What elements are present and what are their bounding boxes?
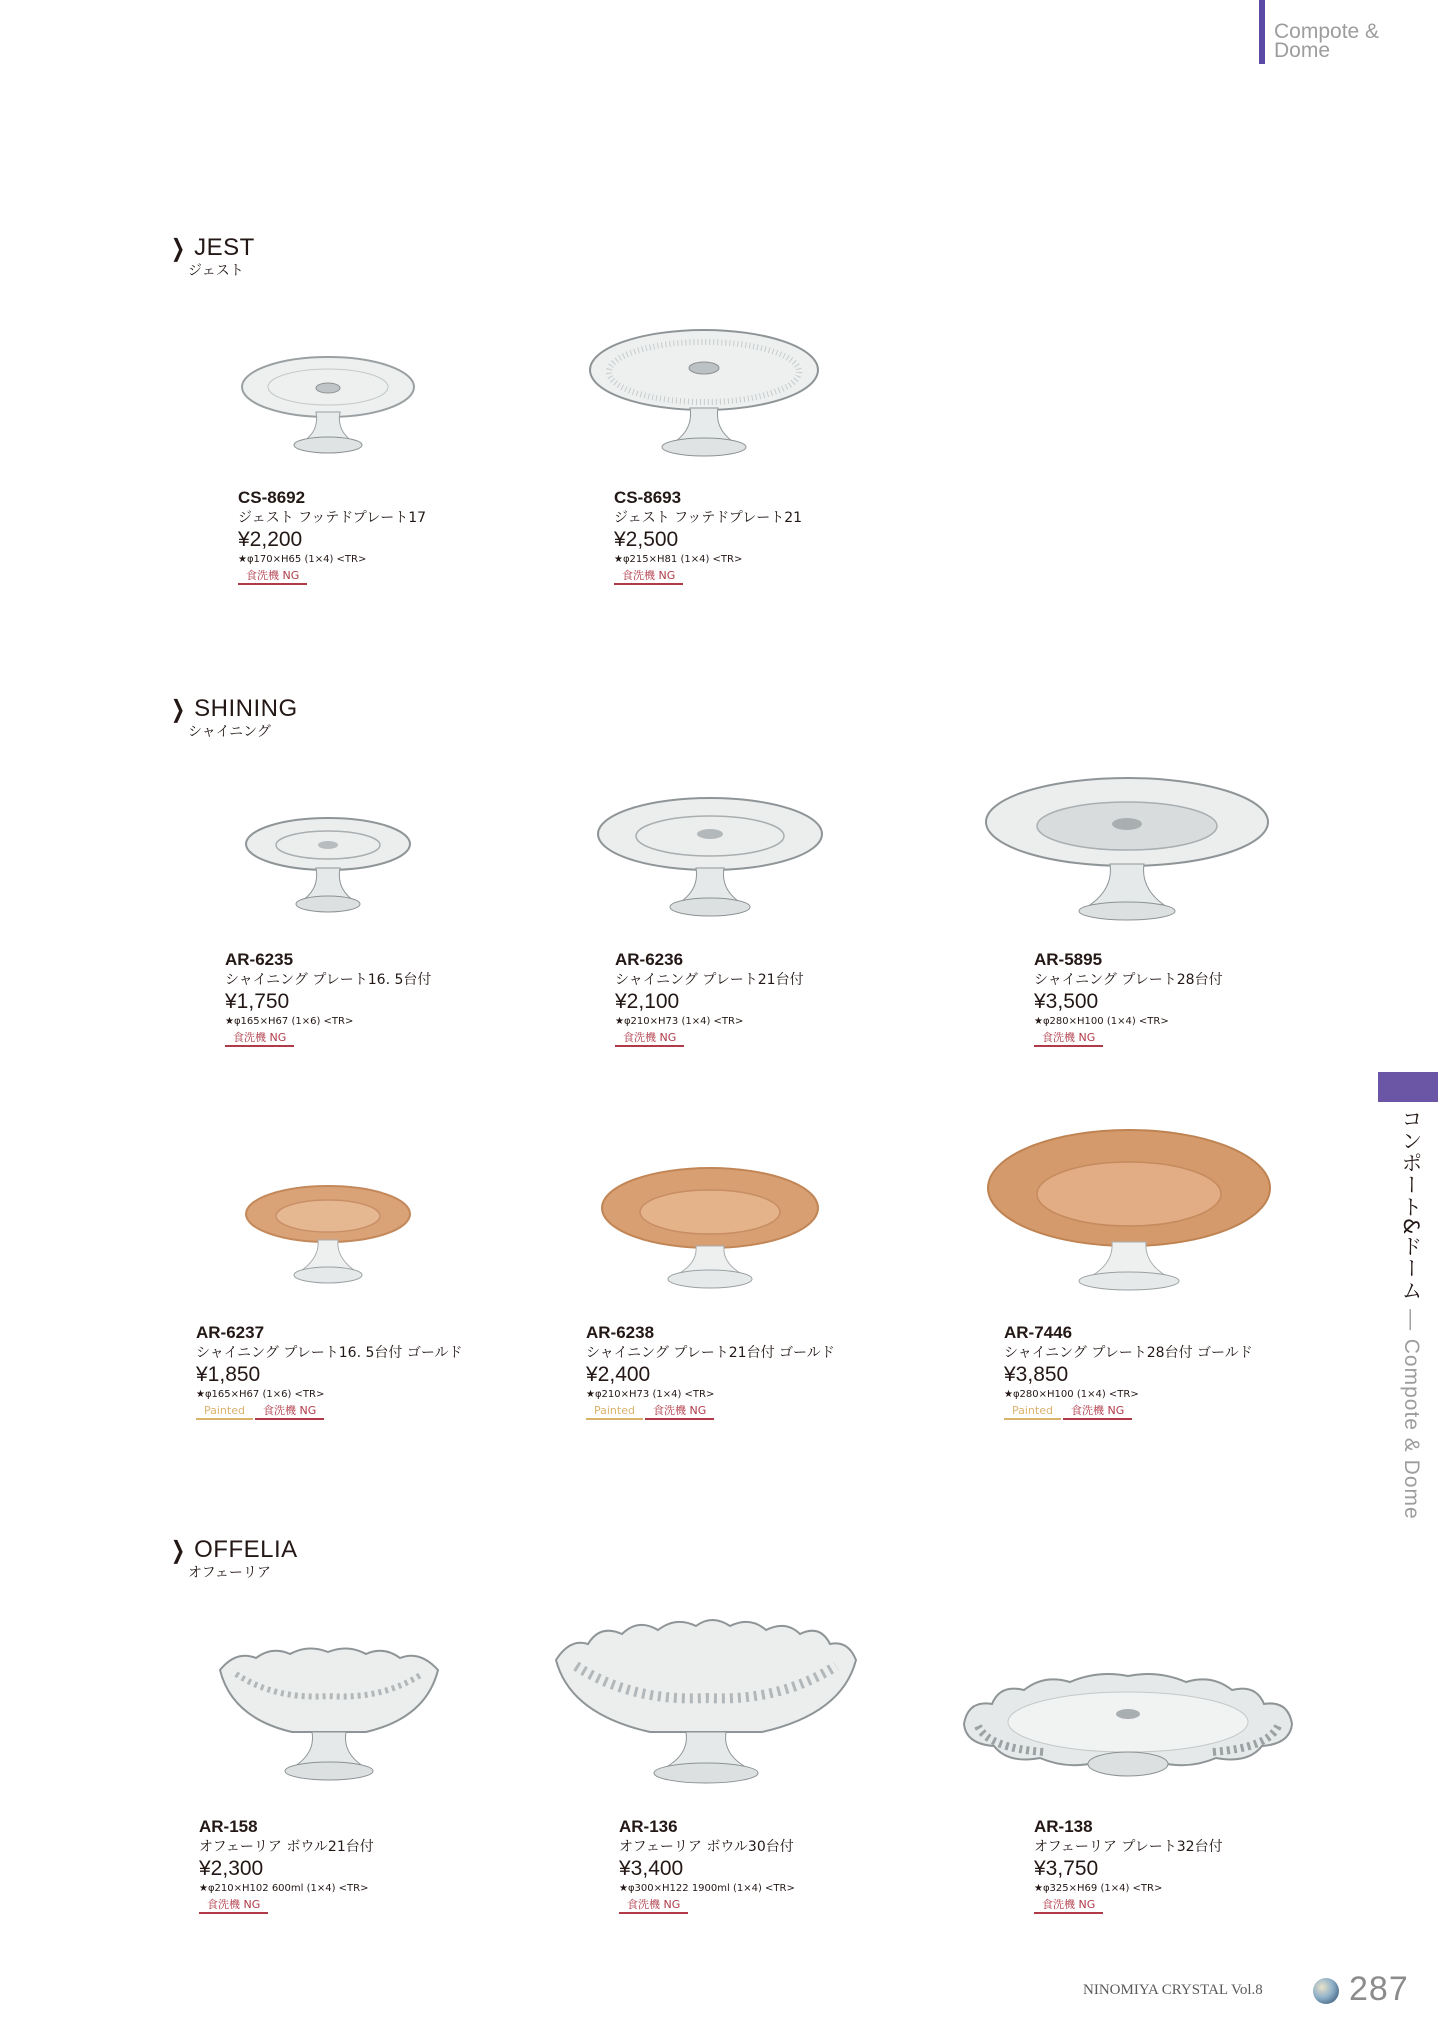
section-title-offelia: OFFELIA bbox=[194, 1536, 298, 1563]
corner-category-label: Compote & Dome bbox=[1274, 20, 1380, 62]
product-name: シャイニング プレート16. 5台付 ゴールド bbox=[196, 1345, 463, 1361]
product-image-cs-8692 bbox=[238, 352, 418, 462]
product-ar-6237 bbox=[196, 1323, 576, 1421]
dishwasher-ng-badge: 食洗機 NG bbox=[1034, 1898, 1103, 1914]
product-image-ar-6238 bbox=[598, 1158, 822, 1292]
product-spec: ★φ165×H67 (1×6) <TR> bbox=[196, 1389, 325, 1400]
section-header-offelia bbox=[168, 1537, 298, 1582]
product-image-ar-5895 bbox=[982, 772, 1272, 922]
product-ar-136 bbox=[619, 1817, 999, 1915]
section-title-shining: SHINING bbox=[194, 695, 298, 722]
product-price: ¥1,750 bbox=[225, 990, 290, 1013]
product-price: ¥2,500 bbox=[614, 528, 679, 551]
product-image-cs-8693 bbox=[586, 322, 822, 462]
product-code: AR-158 bbox=[199, 1817, 258, 1836]
painted-badge: Painted bbox=[196, 1404, 253, 1420]
corner-accent-bar bbox=[1259, 0, 1265, 64]
section-header-shining bbox=[168, 696, 298, 741]
product-price: ¥3,500 bbox=[1034, 990, 1099, 1013]
product-cs-8692 bbox=[238, 488, 618, 586]
product-name: シャイニング プレート16. 5台付 bbox=[225, 972, 432, 988]
product-name: ジェスト フッテドプレート17 bbox=[238, 510, 427, 526]
dishwasher-ng-badge: 食洗機 NG bbox=[238, 569, 307, 585]
product-spec: ★φ210×H73 (1×4) <TR> bbox=[615, 1016, 744, 1027]
product-price: ¥2,300 bbox=[199, 1857, 264, 1880]
side-index-tab bbox=[1378, 1072, 1438, 1102]
product-ar-138 bbox=[1034, 1817, 1414, 1915]
side-category-label bbox=[1392, 1108, 1426, 1520]
painted-badge: Painted bbox=[1004, 1404, 1061, 1420]
section-subtitle-offelia: オフェーリア bbox=[188, 1565, 271, 1581]
painted-badge: Painted bbox=[586, 1404, 643, 1420]
product-code: AR-6236 bbox=[615, 950, 684, 969]
dishwasher-ng-badge: 食洗機 NG bbox=[1063, 1404, 1132, 1420]
product-code: AR-7446 bbox=[1004, 1323, 1073, 1342]
product-image-ar-7446 bbox=[984, 1124, 1274, 1294]
product-ar-5895 bbox=[1034, 950, 1414, 1048]
product-code: AR-6238 bbox=[586, 1323, 655, 1342]
product-name: シャイニング プレート21台付 ゴールド bbox=[586, 1345, 835, 1361]
product-ar-7446 bbox=[1004, 1323, 1384, 1421]
product-spec: ★φ210×H73 (1×4) <TR> bbox=[586, 1389, 715, 1400]
product-code: AR-5895 bbox=[1034, 950, 1103, 969]
product-price: ¥3,850 bbox=[1004, 1363, 1069, 1386]
product-price: ¥2,200 bbox=[238, 528, 303, 551]
side-category-en: Compote & Dome bbox=[1400, 1338, 1423, 1520]
product-ar-6238 bbox=[586, 1323, 966, 1421]
product-price: ¥2,400 bbox=[586, 1363, 651, 1386]
product-spec: ★φ325×H69 (1×4) <TR> bbox=[1034, 1883, 1163, 1894]
dishwasher-ng-badge: 食洗機 NG bbox=[615, 1031, 684, 1047]
product-image-ar-158 bbox=[216, 1640, 442, 1788]
product-image-ar-6237 bbox=[242, 1178, 414, 1290]
product-price: ¥3,750 bbox=[1034, 1857, 1099, 1880]
product-name: シャイニング プレート28台付 bbox=[1034, 972, 1223, 988]
product-ar-158 bbox=[199, 1817, 579, 1915]
dishwasher-ng-badge: 食洗機 NG bbox=[255, 1404, 324, 1420]
product-spec: ★φ165×H67 (1×6) <TR> bbox=[225, 1016, 354, 1027]
product-ar-6235 bbox=[225, 950, 605, 1048]
chevron-right-icon: ❯ bbox=[171, 1536, 186, 1564]
page-number: 287 bbox=[1349, 1970, 1409, 2008]
product-ar-6236 bbox=[615, 950, 995, 1048]
dishwasher-ng-badge: 食洗機 NG bbox=[619, 1898, 688, 1914]
product-code: CS-8692 bbox=[238, 488, 306, 507]
product-code: AR-6237 bbox=[196, 1323, 265, 1342]
product-spec: ★φ300×H122 1900ml (1×4) <TR> bbox=[619, 1883, 795, 1894]
side-category-jp: コンポート&ドーム bbox=[1399, 1108, 1423, 1302]
product-name: シャイニング プレート28台付 ゴールド bbox=[1004, 1345, 1253, 1361]
product-name: オフェーリア プレート32台付 bbox=[1034, 1839, 1223, 1855]
product-code: AR-6235 bbox=[225, 950, 294, 969]
product-code: CS-8693 bbox=[614, 488, 682, 507]
dishwasher-ng-badge: 食洗機 NG bbox=[614, 569, 683, 585]
globe-icon bbox=[1313, 1978, 1339, 2004]
product-image-ar-138 bbox=[958, 1664, 1298, 1784]
product-spec: ★φ210×H102 600ml (1×4) <TR> bbox=[199, 1883, 369, 1894]
section-title-jest: JEST bbox=[194, 234, 255, 261]
dishwasher-ng-badge: 食洗機 NG bbox=[225, 1031, 294, 1047]
product-image-ar-136 bbox=[552, 1614, 860, 1790]
product-name: シャイニング プレート21台付 bbox=[615, 972, 804, 988]
product-image-ar-6235 bbox=[242, 812, 414, 922]
dishwasher-ng-badge: 食洗機 NG bbox=[199, 1898, 268, 1914]
product-code: AR-138 bbox=[1034, 1817, 1093, 1836]
side-category-dash: — bbox=[1400, 1309, 1423, 1332]
product-name: オフェーリア ボウル30台付 bbox=[619, 1839, 794, 1855]
product-code: AR-136 bbox=[619, 1817, 678, 1836]
section-header-jest bbox=[168, 235, 255, 280]
chevron-right-icon: ❯ bbox=[171, 695, 186, 723]
dishwasher-ng-badge: 食洗機 NG bbox=[645, 1404, 714, 1420]
chevron-right-icon: ❯ bbox=[171, 234, 186, 262]
product-image-ar-6236 bbox=[594, 790, 826, 920]
dishwasher-ng-badge: 食洗機 NG bbox=[1034, 1031, 1103, 1047]
product-price: ¥3,400 bbox=[619, 1857, 684, 1880]
section-subtitle-shining: シャイニング bbox=[188, 724, 271, 740]
product-price: ¥1,850 bbox=[196, 1363, 261, 1386]
product-spec: ★φ215×H81 (1×4) <TR> bbox=[614, 554, 743, 565]
product-cs-8693 bbox=[614, 488, 994, 586]
product-spec: ★φ280×H100 (1×4) <TR> bbox=[1034, 1016, 1169, 1027]
product-spec: ★φ280×H100 (1×4) <TR> bbox=[1004, 1389, 1139, 1400]
section-subtitle-jest: ジェスト bbox=[188, 263, 244, 279]
product-price: ¥2,100 bbox=[615, 990, 680, 1013]
product-name: ジェスト フッテドプレート21 bbox=[614, 510, 803, 526]
product-name: オフェーリア ボウル21台付 bbox=[199, 1839, 374, 1855]
footer-brand: NINOMIYA CRYSTAL Vol.8 bbox=[1083, 1982, 1263, 1998]
product-spec: ★φ170×H65 (1×4) <TR> bbox=[238, 554, 367, 565]
